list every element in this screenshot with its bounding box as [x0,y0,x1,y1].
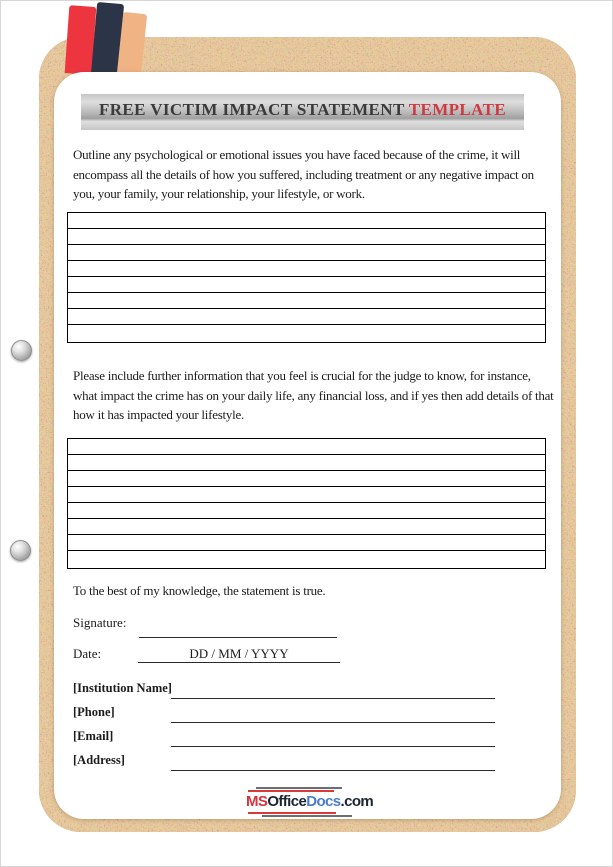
table-row[interactable] [68,325,545,341]
binder-grommet-top [11,340,32,361]
table-row[interactable] [68,551,545,567]
field-label-email: [Email] [73,729,114,743]
logo-ms: MS [246,793,268,810]
page-title-highlight: TEMPLATE [408,100,507,119]
logo-com: .com [340,793,374,810]
document-sheet [54,72,561,819]
table-row[interactable] [68,309,545,325]
logo-docs: Docs [306,793,341,810]
table-row[interactable] [68,245,545,261]
date-format-hint: DD / MM / YYYY [189,646,289,661]
table-row[interactable] [68,261,545,277]
signature-line[interactable] [139,623,337,638]
table-row[interactable] [68,455,545,471]
statement-table-2 [67,438,546,569]
table-row[interactable] [68,293,545,309]
title-bar [81,94,524,130]
field-line-email[interactable] [171,733,495,747]
logo-text [246,793,376,810]
logo-rule-top-red [248,790,334,792]
date-label: Date: [73,646,102,661]
date-line[interactable] [138,646,340,663]
table-row[interactable] [68,535,545,551]
table-row[interactable] [68,471,545,487]
signature-label: Signature: [73,615,127,630]
field-label-phone: [Phone] [73,705,115,719]
table-row[interactable] [68,503,545,519]
table-row[interactable] [68,439,545,455]
table-row[interactable] [68,519,545,535]
intro-paragraph: Outline any psychological or emotional issues you have faced because of the crime, it will encompass all the details of how you suffered, including treatment or any negative impact on you, your family, your relationship, your lifestyle, or work. [73,147,534,201]
table-row[interactable] [68,229,545,245]
logo-rule-bottom-gray [262,815,352,817]
logo-office: Office [267,793,307,810]
statement-table-1 [67,212,546,343]
field-label-institution: [Institution Name] [73,681,172,695]
field-line-phone[interactable] [171,709,495,723]
page-title: FREE VICTIM IMPACT STATEMENT [98,100,409,119]
field-line-institution[interactable] [171,685,495,699]
truth-statement: To the best of my knowledge, the statement is true. [73,583,326,598]
field-label-address: [Address] [73,753,125,767]
logo-rule-bottom-red [248,812,336,814]
table-row[interactable] [68,487,545,503]
further-info-paragraph: Please include further information that you feel is crucial for the judge to know, for instance, what impact the crime has on your daily life, any financial loss, and if yes then add details of that how it has impacted your lifestyle. [73,368,554,422]
msofficedocs-logo[interactable] [246,786,376,818]
table-row[interactable] [68,213,545,229]
logo-rule-top-gray [256,787,342,789]
field-line-address[interactable] [171,757,495,771]
table-row[interactable] [68,277,545,293]
binder-grommet-bottom [10,540,31,561]
